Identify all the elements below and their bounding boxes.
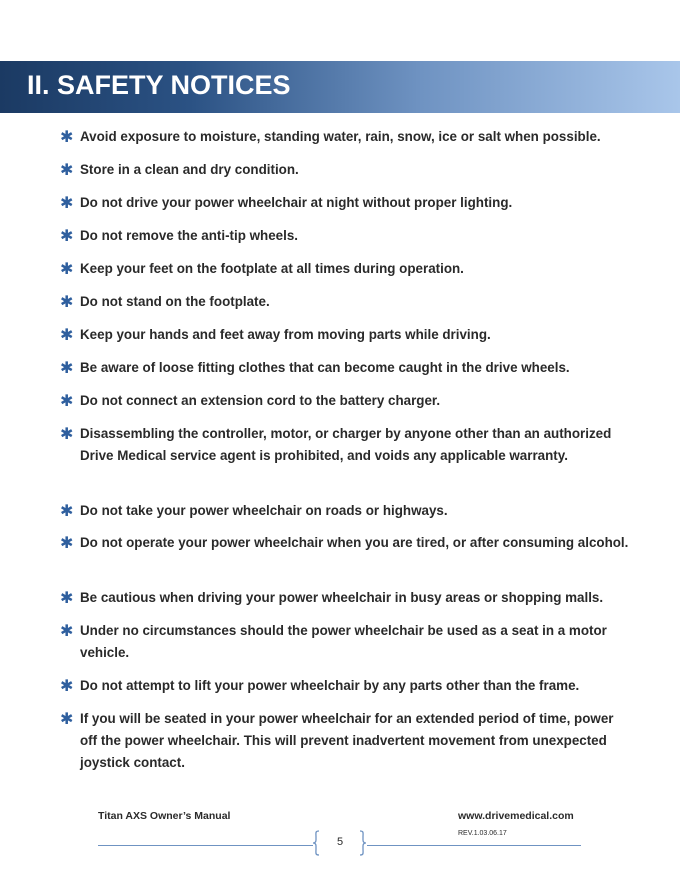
asterisk-bullet-icon: ✱ — [60, 193, 74, 212]
notice-text: Disassembling the controller, motor, or charger by anyone other than an authorized Drive Medical service agent is prohibited, and voids any applicable warranty. — [80, 426, 612, 463]
asterisk-bullet-icon: ✱ — [60, 676, 74, 695]
left-brace-icon — [312, 830, 320, 856]
list-item — [60, 532, 630, 554]
right-brace-icon — [359, 830, 367, 856]
page-number: 5 — [336, 836, 344, 848]
asterisk-bullet-icon: ✱ — [60, 325, 74, 344]
notice-text: Do not operate your power wheelchair when you are tired, or after consuming alcohol. — [80, 535, 629, 550]
notice-text: Avoid exposure to moisture, standing water, rain, snow, ice or salt when possible. — [80, 129, 601, 144]
list-item — [60, 500, 630, 522]
list-item — [60, 587, 630, 609]
asterisk-bullet-icon: ✱ — [60, 391, 74, 410]
notice-text: Do not take your power wheelchair on roads or highways. — [80, 503, 448, 518]
list-item — [60, 225, 630, 247]
list-item — [60, 324, 630, 346]
list-item — [60, 291, 630, 313]
asterisk-bullet-icon: ✱ — [60, 160, 74, 179]
asterisk-bullet-icon: ✱ — [60, 621, 74, 640]
list-item — [60, 675, 630, 697]
list-item — [60, 620, 630, 664]
list-item — [60, 126, 630, 148]
notice-text: Keep your hands and feet away from moving parts while driving. — [80, 327, 491, 342]
asterisk-bullet-icon: ✱ — [60, 501, 74, 520]
website-link[interactable]: www.drivemedical.com — [458, 810, 574, 822]
list-item — [60, 357, 630, 379]
asterisk-bullet-icon: ✱ — [60, 127, 74, 146]
asterisk-bullet-icon: ✱ — [60, 424, 74, 443]
asterisk-bullet-icon: ✱ — [60, 292, 74, 311]
notice-text: Do not stand on the footplate. — [80, 294, 270, 309]
notice-text: Be cautious when driving your power wheelchair in busy areas or shopping malls. — [80, 590, 604, 605]
asterisk-bullet-icon: ✱ — [60, 588, 74, 607]
list-item — [60, 423, 630, 467]
asterisk-bullet-icon: ✱ — [60, 259, 74, 278]
notice-text: Do not attempt to lift your power wheelchair by any parts other than the frame. — [80, 678, 580, 693]
notice-text: Be aware of loose fitting clothes that can become caught in the drive wheels. — [80, 360, 570, 375]
asterisk-bullet-icon: ✱ — [60, 709, 74, 728]
asterisk-bullet-icon: ✱ — [60, 358, 74, 377]
list-item — [60, 159, 630, 181]
footer-rule-right — [367, 845, 581, 846]
asterisk-bullet-icon: ✱ — [60, 533, 74, 552]
list-item — [60, 708, 630, 774]
notice-text: Store in a clean and dry condition. — [80, 162, 299, 177]
list-item — [60, 390, 630, 412]
manual-name: Titan AXS Owner’s Manual — [98, 810, 231, 822]
asterisk-bullet-icon: ✱ — [60, 226, 74, 245]
revision-number: REV.1.03.06.17 — [458, 830, 507, 837]
notice-text: Do not connect an extension cord to the battery charger. — [80, 393, 441, 408]
list-item — [60, 258, 630, 280]
footer-rule-left — [98, 845, 313, 846]
notice-text: If you will be seated in your power wheelchair for an extended period of time, power off the power wheelchair. This will prevent inadvertent movement from unexpected joystick contact. — [80, 711, 614, 770]
notice-text: Do not remove the anti-tip wheels. — [80, 228, 298, 243]
section-header-banner — [0, 61, 680, 113]
section-title: II. SAFETY NOTICES — [27, 70, 291, 100]
list-item — [60, 192, 630, 214]
notice-text: Under no circumstances should the power wheelchair be used as a seat in a motor vehicle. — [80, 623, 607, 660]
notice-text: Keep your feet on the footplate at all times during operation. — [80, 261, 464, 276]
notice-text: Do not drive your power wheelchair at night without proper lighting. — [80, 195, 513, 210]
